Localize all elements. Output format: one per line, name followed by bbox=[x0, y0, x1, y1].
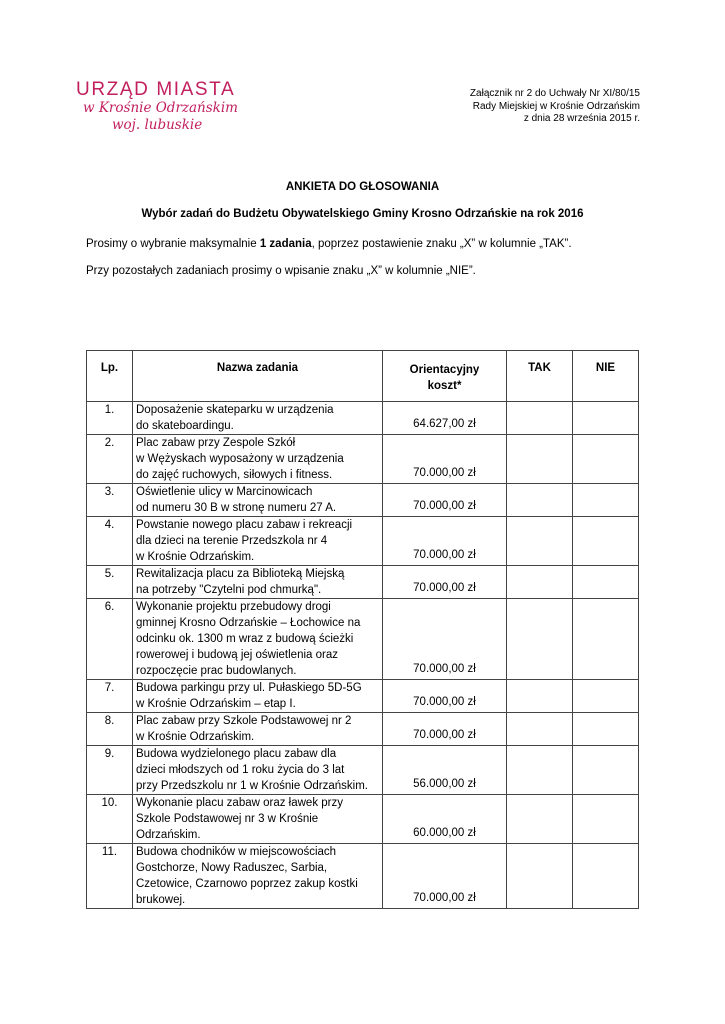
document-title: ANKIETA DO GŁOSOWANIA bbox=[285, 181, 440, 193]
task-cost: 70.000,00 zł bbox=[383, 844, 507, 909]
vote-no-cell[interactable] bbox=[573, 484, 639, 517]
task-name: Oświetlenie ulicy w Marcinowicach od numeru 30 B w stronę numeru 27 A. bbox=[133, 484, 383, 517]
task-cost: 60.000,00 zł bbox=[383, 795, 507, 844]
header-cost-label: Orientacyjny koszt* bbox=[409, 364, 480, 392]
vote-yes-cell[interactable] bbox=[507, 484, 573, 517]
instruction-2: Przy pozostałych zadaniach prosimy o wpisanie znaku „X” w kolumnie „NIE”. bbox=[86, 265, 476, 277]
vote-no-cell[interactable] bbox=[573, 435, 639, 484]
city-hall-logo bbox=[76, 80, 238, 134]
row-number: 11. bbox=[87, 844, 133, 909]
annex-line-1: Załącznik nr 2 do Uchwały Nr XI/80/15 bbox=[469, 88, 640, 99]
vote-no-cell[interactable] bbox=[573, 517, 639, 566]
row-number: 6. bbox=[87, 599, 133, 680]
task-cost: 70.000,00 zł bbox=[383, 713, 507, 746]
annex-line-2: Rady Miejskiej w Krośnie Odrzańskim bbox=[472, 100, 640, 112]
instruction-1-before: Prosimy o wybranie maksymalnie bbox=[86, 238, 260, 250]
row-number: 5. bbox=[87, 566, 133, 599]
row-number: 10. bbox=[87, 795, 133, 844]
document-subtitle: Wybór zadań do Budżetu Obywatelskiego Gminy Krosno Odrzańskie na rok 2016 bbox=[141, 208, 584, 220]
row-number: 7. bbox=[87, 680, 133, 713]
header-yes: TAK bbox=[507, 351, 573, 402]
vote-yes-cell[interactable] bbox=[507, 746, 573, 795]
task-cost: 56.000,00 zł bbox=[383, 746, 507, 795]
vote-no-cell[interactable] bbox=[573, 680, 639, 713]
task-name: Rewitalizacja placu za Biblioteką Miejską na potrzeby "Czytelni pod chmurką". bbox=[133, 566, 383, 599]
table-row bbox=[87, 435, 639, 484]
row-number: 8. bbox=[87, 713, 133, 746]
table-row bbox=[87, 484, 639, 517]
task-name: Budowa wydzielonego placu zabaw dla dzieci młodszych od 1 roku życia do 3 lat przy Przedszkolu nr 1 w Krośnie Odrzańskim. bbox=[133, 746, 383, 795]
vote-yes-cell[interactable] bbox=[507, 680, 573, 713]
annex-note bbox=[470, 88, 640, 126]
task-name: Wykonanie placu zabaw oraz ławek przy Szkole Podstawowej nr 3 w Krośnie Odrzańskim. bbox=[133, 795, 383, 844]
instruction-1 bbox=[86, 238, 572, 250]
instruction-1-bold: 1 zadania bbox=[259, 238, 312, 250]
table-row bbox=[87, 599, 639, 680]
vote-no-cell[interactable] bbox=[573, 599, 639, 680]
table-row bbox=[87, 795, 639, 844]
table-row bbox=[87, 680, 639, 713]
vote-yes-cell[interactable] bbox=[507, 566, 573, 599]
task-cost: 70.000,00 zł bbox=[383, 517, 507, 566]
vote-no-cell[interactable] bbox=[573, 713, 639, 746]
instruction-1-after: , poprzez postawienie znaku „X” w kolumnie „TAK”. bbox=[311, 238, 572, 250]
task-name: Plac zabaw przy Szkole Podstawowej nr 2 w Krośnie Odrzańskim. bbox=[133, 713, 383, 746]
task-cost: 70.000,00 zł bbox=[383, 680, 507, 713]
row-number: 3. bbox=[87, 484, 133, 517]
table-row bbox=[87, 402, 639, 435]
vote-no-cell[interactable] bbox=[573, 566, 639, 599]
vote-yes-cell[interactable] bbox=[507, 517, 573, 566]
task-cost: 70.000,00 zł bbox=[383, 484, 507, 517]
task-cost: 70.000,00 zł bbox=[383, 566, 507, 599]
task-name: Budowa chodników w miejscowościach Gostchorze, Nowy Raduszec, Sarbia, Czetowice, Czarnowo poprzez zakup kostki brukowej. bbox=[133, 844, 383, 909]
task-name: Powstanie nowego placu zabaw i rekreacji dla dzieci na terenie Przedszkola nr 4 w Krośnie Odrzańskim. bbox=[133, 517, 383, 566]
task-name: Plac zabaw przy Zespole Szkół w Wężyskach wyposażony w urządzenia do zajęć ruchowych, siłowych i fitness. bbox=[133, 435, 383, 484]
vote-no-cell[interactable] bbox=[573, 844, 639, 909]
tasks-table bbox=[86, 350, 639, 909]
task-name: Wykonanie projektu przebudowy drogi gminnej Krosno Odrzańskie – Łochowice na odcinku ok. 1300 m wraz z budową ścieżki rowerowej i budową jej oświetlenia oraz rozpoczęcie prac budowlanych. bbox=[133, 599, 383, 680]
annex-line-3: z dnia 28 września 2015 r. bbox=[523, 113, 640, 125]
vote-no-cell[interactable] bbox=[573, 746, 639, 795]
vote-yes-cell[interactable] bbox=[507, 795, 573, 844]
logo-line-1: URZĄD MIASTA bbox=[76, 79, 236, 100]
vote-yes-cell[interactable] bbox=[507, 435, 573, 484]
table-row bbox=[87, 713, 639, 746]
table-row bbox=[87, 746, 639, 795]
logo-line-3: woj. lubuskie bbox=[112, 117, 203, 133]
vote-yes-cell[interactable] bbox=[507, 599, 573, 680]
vote-yes-cell[interactable] bbox=[507, 844, 573, 909]
table-row bbox=[87, 566, 639, 599]
header-task-name: Nazwa zadania bbox=[133, 351, 383, 402]
table-row bbox=[87, 517, 639, 566]
header-no: NIE bbox=[573, 351, 639, 402]
vote-no-cell[interactable] bbox=[573, 402, 639, 435]
task-cost: 70.000,00 zł bbox=[383, 599, 507, 680]
table-row bbox=[87, 844, 639, 909]
table-header-row bbox=[87, 351, 639, 402]
row-number: 4. bbox=[87, 517, 133, 566]
task-name: Budowa parkingu przy ul. Pułaskiego 5D-5G w Krośnie Odrzańskim – etap I. bbox=[133, 680, 383, 713]
header-cost bbox=[383, 351, 507, 402]
row-number: 2. bbox=[87, 435, 133, 484]
row-number: 1. bbox=[87, 402, 133, 435]
task-cost: 64.627,00 zł bbox=[383, 402, 507, 435]
vote-no-cell[interactable] bbox=[573, 795, 639, 844]
task-cost: 70.000,00 zł bbox=[383, 435, 507, 484]
logo-line-2: w Krośnie Odrzańskim bbox=[83, 100, 238, 116]
row-number: 9. bbox=[87, 746, 133, 795]
vote-yes-cell[interactable] bbox=[507, 713, 573, 746]
task-name: Doposażenie skateparku w urządzenia do skateboardingu. bbox=[133, 402, 383, 435]
vote-yes-cell[interactable] bbox=[507, 402, 573, 435]
header-lp: Lp. bbox=[87, 351, 133, 402]
